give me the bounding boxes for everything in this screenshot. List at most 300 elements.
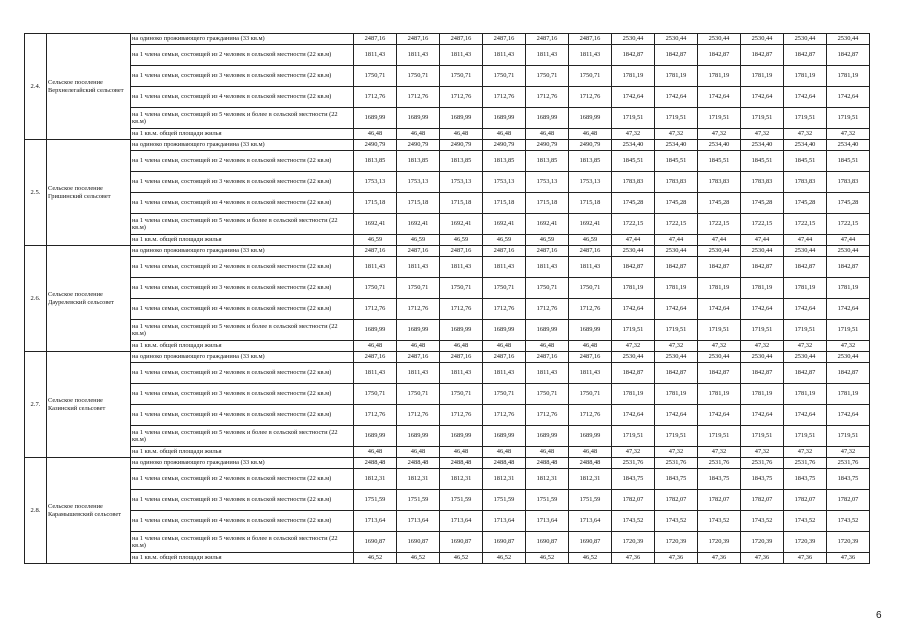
value-cell: 1689,99 <box>354 108 397 129</box>
value-cell: 46,52 <box>440 553 483 564</box>
value-cell: 1782,07 <box>612 490 655 511</box>
value-cell: 2488,48 <box>483 458 526 469</box>
value-cell: 1782,07 <box>698 490 741 511</box>
value-cell: 2490,79 <box>354 140 397 151</box>
value-cell: 2487,16 <box>440 352 483 363</box>
value-cell: 1842,87 <box>784 363 827 384</box>
value-cell: 1743,52 <box>784 511 827 532</box>
table-row <box>25 426 870 447</box>
value-cell: 1719,51 <box>698 320 741 341</box>
value-cell: 1843,75 <box>741 469 784 490</box>
value-cell: 2530,44 <box>655 34 698 45</box>
row-label: на 1 члена семьи, состоящей из 3 человек в сельской местности (22 кв.м) <box>131 384 354 405</box>
value-cell: 47,36 <box>698 553 741 564</box>
table-row <box>25 108 870 129</box>
value-cell: 46,48 <box>569 129 612 140</box>
value-cell: 1783,83 <box>827 172 870 193</box>
table-row <box>25 34 870 45</box>
value-cell: 46,48 <box>440 129 483 140</box>
value-cell: 1750,71 <box>440 384 483 405</box>
value-cell: 2531,76 <box>655 458 698 469</box>
value-cell: 1813,85 <box>440 151 483 172</box>
value-cell: 1811,43 <box>354 363 397 384</box>
value-cell: 1745,28 <box>784 193 827 214</box>
value-cell: 46,48 <box>569 447 612 458</box>
value-cell: 1719,51 <box>655 320 698 341</box>
value-cell: 1753,13 <box>440 172 483 193</box>
value-cell: 1750,71 <box>354 66 397 87</box>
value-cell: 1689,99 <box>526 108 569 129</box>
value-cell: 47,32 <box>655 447 698 458</box>
value-cell: 1781,19 <box>612 384 655 405</box>
table-row <box>25 490 870 511</box>
value-cell: 1722,15 <box>698 214 741 235</box>
value-cell: 1750,71 <box>526 384 569 405</box>
value-cell: 1811,43 <box>569 363 612 384</box>
value-cell: 1843,75 <box>612 469 655 490</box>
value-cell: 1715,18 <box>483 193 526 214</box>
table-row <box>25 257 870 278</box>
value-cell: 1811,43 <box>483 257 526 278</box>
value-cell: 47,32 <box>698 341 741 352</box>
value-cell: 1689,99 <box>397 426 440 447</box>
value-cell: 1750,71 <box>354 384 397 405</box>
value-cell: 47,32 <box>612 341 655 352</box>
value-cell: 1782,07 <box>784 490 827 511</box>
value-cell: 1750,71 <box>569 278 612 299</box>
value-cell: 1719,51 <box>784 426 827 447</box>
value-cell: 1719,51 <box>655 426 698 447</box>
value-cell: 1715,18 <box>397 193 440 214</box>
value-cell: 1811,43 <box>569 45 612 66</box>
value-cell: 2531,76 <box>741 458 784 469</box>
value-cell: 2490,79 <box>483 140 526 151</box>
value-cell: 1742,64 <box>784 87 827 108</box>
value-cell: 2530,44 <box>698 246 741 257</box>
value-cell: 2530,44 <box>827 34 870 45</box>
value-cell: 1845,51 <box>827 151 870 172</box>
value-cell: 46,48 <box>354 341 397 352</box>
row-label: на 1 кв.м. общей площади жилья <box>131 553 354 564</box>
value-cell: 2488,48 <box>569 458 612 469</box>
row-label: на 1 члена семьи, состоящей из 4 человек в сельской местности (22 кв.м) <box>131 299 354 320</box>
value-cell: 1722,15 <box>612 214 655 235</box>
value-cell: 47,44 <box>698 235 741 246</box>
value-cell: 1719,51 <box>827 426 870 447</box>
value-cell: 46,48 <box>483 341 526 352</box>
value-cell: 2487,16 <box>354 34 397 45</box>
table-row <box>25 246 870 257</box>
value-cell: 47,32 <box>698 447 741 458</box>
value-cell: 2530,44 <box>698 34 741 45</box>
value-cell: 1722,15 <box>784 214 827 235</box>
value-cell: 1742,64 <box>655 299 698 320</box>
value-cell: 1745,28 <box>698 193 741 214</box>
value-cell: 1781,19 <box>741 66 784 87</box>
value-cell: 1743,52 <box>698 511 741 532</box>
value-cell: 1689,99 <box>526 426 569 447</box>
value-cell: 1712,76 <box>526 405 569 426</box>
row-label: на 1 члена семьи, состоящей из 2 человек в сельской местности (22 кв.м) <box>131 45 354 66</box>
value-cell: 1750,71 <box>526 66 569 87</box>
value-cell: 1715,18 <box>569 193 612 214</box>
value-cell: 47,32 <box>612 447 655 458</box>
value-cell: 1720,39 <box>698 532 741 553</box>
value-cell: 1719,51 <box>827 108 870 129</box>
value-cell: 1842,87 <box>612 363 655 384</box>
value-cell: 47,44 <box>612 235 655 246</box>
value-cell: 1690,87 <box>397 532 440 553</box>
value-cell: 47,32 <box>741 129 784 140</box>
value-cell: 1720,39 <box>784 532 827 553</box>
value-cell: 1742,64 <box>698 405 741 426</box>
value-cell: 47,32 <box>741 341 784 352</box>
value-cell: 1712,76 <box>526 87 569 108</box>
value-cell: 1715,18 <box>440 193 483 214</box>
value-cell: 1719,51 <box>741 108 784 129</box>
value-cell: 46,52 <box>483 553 526 564</box>
value-cell: 1751,59 <box>526 490 569 511</box>
value-cell: 1712,76 <box>483 405 526 426</box>
value-cell: 1712,76 <box>569 405 612 426</box>
value-cell: 46,52 <box>526 553 569 564</box>
row-label: на 1 члена семьи, состоящей из 3 человек в сельской местности (22 кв.м) <box>131 278 354 299</box>
table-row <box>25 214 870 235</box>
value-cell: 47,32 <box>784 341 827 352</box>
value-cell: 2530,44 <box>612 352 655 363</box>
value-cell: 1753,13 <box>397 172 440 193</box>
value-cell: 1689,99 <box>440 108 483 129</box>
value-cell: 46,48 <box>354 447 397 458</box>
row-label: на одиноко проживающего гражданина (33 кв.м) <box>131 246 354 257</box>
value-cell: 1690,87 <box>526 532 569 553</box>
value-cell: 2487,16 <box>483 246 526 257</box>
value-cell: 1753,13 <box>526 172 569 193</box>
value-cell: 1689,99 <box>569 108 612 129</box>
value-cell: 1712,76 <box>354 299 397 320</box>
value-cell: 1781,19 <box>655 66 698 87</box>
value-cell: 1742,64 <box>698 299 741 320</box>
value-cell: 1692,41 <box>440 214 483 235</box>
value-cell: 46,48 <box>483 447 526 458</box>
value-cell: 1742,64 <box>741 87 784 108</box>
value-cell: 1842,87 <box>827 45 870 66</box>
value-cell: 1750,71 <box>397 384 440 405</box>
value-cell: 46,52 <box>569 553 612 564</box>
row-label: на 1 кв.м. общей площади жилья <box>131 447 354 458</box>
settlement-name: Сельское поселение Гришинский сельсовет <box>47 140 131 246</box>
value-cell: 2487,16 <box>354 246 397 257</box>
value-cell: 1781,19 <box>698 66 741 87</box>
value-cell: 1813,85 <box>569 151 612 172</box>
value-cell: 46,52 <box>397 553 440 564</box>
value-cell: 1713,64 <box>440 511 483 532</box>
value-cell: 1712,76 <box>526 299 569 320</box>
value-cell: 46,48 <box>397 447 440 458</box>
value-cell: 1712,76 <box>397 405 440 426</box>
value-cell: 1750,71 <box>483 66 526 87</box>
cost-table <box>24 33 870 564</box>
value-cell: 2488,48 <box>354 458 397 469</box>
value-cell: 2487,16 <box>397 246 440 257</box>
value-cell: 1750,71 <box>440 278 483 299</box>
value-cell: 2531,76 <box>784 458 827 469</box>
value-cell: 1813,85 <box>483 151 526 172</box>
value-cell: 2530,44 <box>698 352 741 363</box>
value-cell: 1781,19 <box>612 278 655 299</box>
value-cell: 1750,71 <box>440 66 483 87</box>
table-row <box>25 299 870 320</box>
value-cell: 1812,31 <box>440 469 483 490</box>
row-label: на 1 члена семьи, состоящей из 5 человек и более в сельской местности (22 кв.м) <box>131 108 354 129</box>
value-cell: 2530,44 <box>655 352 698 363</box>
table-row <box>25 151 870 172</box>
row-label: на одиноко проживающего гражданина (33 кв.м) <box>131 34 354 45</box>
value-cell: 2530,44 <box>784 246 827 257</box>
value-cell: 1781,19 <box>612 66 655 87</box>
value-cell: 1781,19 <box>827 384 870 405</box>
value-cell: 1845,51 <box>784 151 827 172</box>
value-cell: 1843,75 <box>784 469 827 490</box>
value-cell: 1842,87 <box>698 257 741 278</box>
value-cell: 1782,07 <box>827 490 870 511</box>
section-index: 2.6. <box>25 246 47 352</box>
value-cell: 47,36 <box>827 553 870 564</box>
value-cell: 1845,51 <box>698 151 741 172</box>
section-index: 2.5. <box>25 140 47 246</box>
value-cell: 1751,59 <box>440 490 483 511</box>
value-cell: 1719,51 <box>784 320 827 341</box>
row-label: на 1 члена семьи, состоящей из 4 человек в сельской местности (22 кв.м) <box>131 87 354 108</box>
row-label: на 1 члена семьи, состоящей из 2 человек в сельской местности (22 кв.м) <box>131 151 354 172</box>
value-cell: 2534,40 <box>612 140 655 151</box>
value-cell: 1811,43 <box>440 45 483 66</box>
value-cell: 46,59 <box>354 235 397 246</box>
value-cell: 46,52 <box>354 553 397 564</box>
table-row <box>25 140 870 151</box>
row-label: на 1 члена семьи, состоящей из 5 человек и более в сельской местности (22 кв.м) <box>131 532 354 553</box>
value-cell: 1783,83 <box>655 172 698 193</box>
value-cell: 46,59 <box>569 235 612 246</box>
value-cell: 1783,83 <box>741 172 784 193</box>
value-cell: 2530,44 <box>741 246 784 257</box>
value-cell: 1690,87 <box>354 532 397 553</box>
value-cell: 2487,16 <box>526 34 569 45</box>
value-cell: 1742,64 <box>655 405 698 426</box>
value-cell: 47,32 <box>784 447 827 458</box>
value-cell: 47,36 <box>741 553 784 564</box>
value-cell: 2487,16 <box>569 34 612 45</box>
value-cell: 1813,85 <box>397 151 440 172</box>
value-cell: 47,32 <box>827 447 870 458</box>
value-cell: 2487,16 <box>397 34 440 45</box>
value-cell: 1845,51 <box>741 151 784 172</box>
value-cell: 1751,59 <box>397 490 440 511</box>
value-cell: 1842,87 <box>827 257 870 278</box>
value-cell: 1689,99 <box>397 108 440 129</box>
settlement-name: Сельское поселение Верхнелегайский сельсовет <box>47 34 131 140</box>
value-cell: 2488,48 <box>397 458 440 469</box>
value-cell: 1719,51 <box>612 108 655 129</box>
value-cell: 2530,44 <box>741 34 784 45</box>
value-cell: 2488,48 <box>526 458 569 469</box>
value-cell: 1842,87 <box>655 363 698 384</box>
value-cell: 1811,43 <box>397 257 440 278</box>
value-cell: 1750,71 <box>483 278 526 299</box>
value-cell: 1712,76 <box>569 87 612 108</box>
value-cell: 1781,19 <box>827 278 870 299</box>
value-cell: 1811,43 <box>440 363 483 384</box>
table-row <box>25 363 870 384</box>
value-cell: 1722,15 <box>741 214 784 235</box>
settlement-name: Сельское поселение Казинский сельсовет <box>47 352 131 458</box>
value-cell: 47,32 <box>698 129 741 140</box>
value-cell: 1719,51 <box>741 426 784 447</box>
value-cell: 1719,51 <box>784 108 827 129</box>
value-cell: 1742,64 <box>612 299 655 320</box>
value-cell: 1811,43 <box>526 257 569 278</box>
row-label: на 1 члена семьи, состоящей из 3 человек в сельской местности (22 кв.м) <box>131 172 354 193</box>
value-cell: 1813,85 <box>354 151 397 172</box>
value-cell: 1712,76 <box>483 299 526 320</box>
value-cell: 46,48 <box>483 129 526 140</box>
value-cell: 1713,64 <box>526 511 569 532</box>
value-cell: 2534,40 <box>655 140 698 151</box>
table-row <box>25 45 870 66</box>
value-cell: 2530,44 <box>741 352 784 363</box>
row-label: на 1 члена семьи, состоящей из 3 человек в сельской местности (22 кв.м) <box>131 66 354 87</box>
value-cell: 1843,75 <box>655 469 698 490</box>
value-cell: 1689,99 <box>483 108 526 129</box>
table-row <box>25 447 870 458</box>
value-cell: 1782,07 <box>741 490 784 511</box>
value-cell: 1811,43 <box>397 363 440 384</box>
value-cell: 2490,79 <box>440 140 483 151</box>
value-cell: 1842,87 <box>698 363 741 384</box>
table-row <box>25 469 870 490</box>
value-cell: 1712,76 <box>397 299 440 320</box>
value-cell: 46,59 <box>526 235 569 246</box>
value-cell: 1781,19 <box>698 278 741 299</box>
row-label: на 1 члена семьи, состоящей из 2 человек в сельской местности (22 кв.м) <box>131 257 354 278</box>
table-row <box>25 352 870 363</box>
value-cell: 1812,31 <box>354 469 397 490</box>
value-cell: 1783,83 <box>698 172 741 193</box>
value-cell: 1811,43 <box>354 257 397 278</box>
value-cell: 1842,87 <box>784 257 827 278</box>
value-cell: 2530,44 <box>655 246 698 257</box>
value-cell: 1811,43 <box>526 45 569 66</box>
value-cell: 2490,79 <box>569 140 612 151</box>
value-cell: 1750,71 <box>397 278 440 299</box>
row-label: на 1 члена семьи, состоящей из 5 человек и более в сельской местности (22 кв.м) <box>131 426 354 447</box>
value-cell: 1742,64 <box>741 405 784 426</box>
value-cell: 1745,28 <box>655 193 698 214</box>
value-cell: 46,48 <box>397 341 440 352</box>
value-cell: 47,44 <box>741 235 784 246</box>
value-cell: 1689,99 <box>483 426 526 447</box>
value-cell: 47,32 <box>741 447 784 458</box>
value-cell: 1812,31 <box>569 469 612 490</box>
table-row <box>25 553 870 564</box>
value-cell: 1743,52 <box>827 511 870 532</box>
value-cell: 1781,19 <box>784 384 827 405</box>
value-cell: 46,48 <box>526 341 569 352</box>
value-cell: 2487,16 <box>397 352 440 363</box>
value-cell: 1812,31 <box>397 469 440 490</box>
value-cell: 1811,43 <box>397 45 440 66</box>
value-cell: 1842,87 <box>741 45 784 66</box>
value-cell: 2531,76 <box>698 458 741 469</box>
value-cell: 1712,76 <box>440 87 483 108</box>
value-cell: 1692,41 <box>354 214 397 235</box>
table-row <box>25 193 870 214</box>
value-cell: 1751,59 <box>483 490 526 511</box>
value-cell: 1842,87 <box>698 45 741 66</box>
value-cell: 1845,51 <box>612 151 655 172</box>
value-cell: 1689,99 <box>440 320 483 341</box>
row-label: на 1 члена семьи, состоящей из 4 человек в сельской местности (22 кв.м) <box>131 511 354 532</box>
value-cell: 47,36 <box>612 553 655 564</box>
section-index: 2.8. <box>25 458 47 564</box>
value-cell: 1750,71 <box>483 384 526 405</box>
value-cell: 1751,59 <box>569 490 612 511</box>
value-cell: 46,48 <box>526 129 569 140</box>
value-cell: 1842,87 <box>612 45 655 66</box>
value-cell: 1689,99 <box>354 426 397 447</box>
value-cell: 1842,87 <box>827 363 870 384</box>
row-label: на 1 члена семьи, состоящей из 5 человек и более в сельской местности (22 кв.м) <box>131 320 354 341</box>
value-cell: 1690,87 <box>440 532 483 553</box>
value-cell: 1743,52 <box>741 511 784 532</box>
value-cell: 1842,87 <box>741 363 784 384</box>
row-label: на 1 кв.м. общей площади жилья <box>131 235 354 246</box>
value-cell: 1742,64 <box>612 405 655 426</box>
value-cell: 1713,64 <box>397 511 440 532</box>
value-cell: 2490,79 <box>397 140 440 151</box>
value-cell: 1713,64 <box>569 511 612 532</box>
value-cell: 47,32 <box>784 129 827 140</box>
value-cell: 1781,19 <box>784 66 827 87</box>
row-label: на одиноко проживающего гражданина (33 кв.м) <box>131 140 354 151</box>
value-cell: 47,32 <box>655 129 698 140</box>
value-cell: 2534,40 <box>784 140 827 151</box>
value-cell: 1720,39 <box>655 532 698 553</box>
value-cell: 46,48 <box>440 447 483 458</box>
section-index: 2.4. <box>25 34 47 140</box>
value-cell: 1712,76 <box>397 87 440 108</box>
value-cell: 1753,13 <box>354 172 397 193</box>
value-cell: 2530,44 <box>612 246 655 257</box>
value-cell: 47,44 <box>827 235 870 246</box>
value-cell: 1781,19 <box>784 278 827 299</box>
row-label: на 1 члена семьи, состоящей из 3 человек в сельской местности (22 кв.м) <box>131 490 354 511</box>
value-cell: 2487,16 <box>354 352 397 363</box>
value-cell: 1689,99 <box>354 320 397 341</box>
value-cell: 1750,71 <box>569 384 612 405</box>
value-cell: 47,44 <box>784 235 827 246</box>
value-cell: 46,48 <box>526 447 569 458</box>
value-cell: 1745,28 <box>612 193 655 214</box>
value-cell: 1811,43 <box>569 257 612 278</box>
value-cell: 1811,43 <box>483 363 526 384</box>
table-row <box>25 87 870 108</box>
value-cell: 1843,75 <box>698 469 741 490</box>
value-cell: 1692,41 <box>569 214 612 235</box>
value-cell: 47,44 <box>655 235 698 246</box>
value-cell: 1689,99 <box>569 320 612 341</box>
value-cell: 1812,31 <box>526 469 569 490</box>
